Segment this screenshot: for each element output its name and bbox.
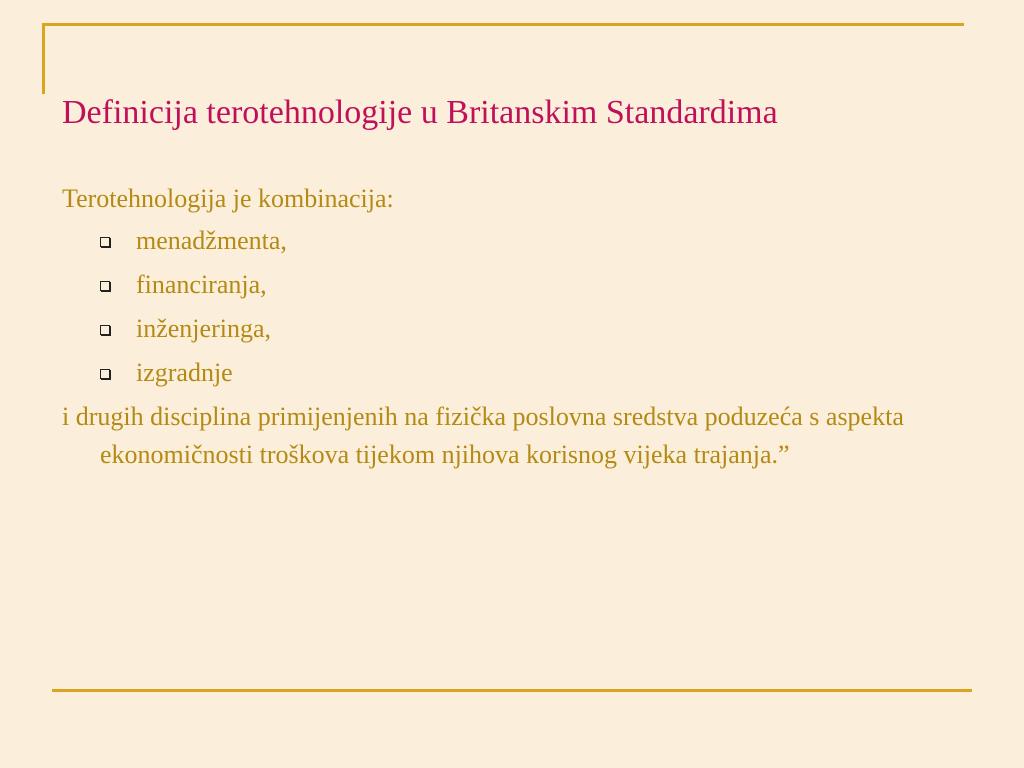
slide-body <box>62 180 962 474</box>
frame-bottom-line <box>52 689 972 692</box>
bullet-item <box>62 222 962 260</box>
slide-title: Definicija terotehnologije u Britanskim Standardima <box>62 94 778 131</box>
bullet-label: menadžmenta, <box>136 226 287 255</box>
bullet-item <box>62 266 962 304</box>
bullet-label: izgradnje <box>136 358 233 387</box>
hollow-square-bullet-icon <box>100 281 110 291</box>
bullet-label: inženjeringa, <box>136 314 271 343</box>
hollow-square-bullet-icon <box>100 237 110 247</box>
bullet-item <box>62 310 962 348</box>
bullet-list <box>62 222 962 392</box>
bullet-item <box>62 354 962 392</box>
hollow-square-bullet-icon <box>100 325 110 335</box>
bullet-label: financiranja, <box>136 270 267 299</box>
hollow-square-bullet-icon <box>100 369 110 379</box>
frame-top-line <box>42 23 964 26</box>
closing-paragraph: i drugih disciplina primijenjenih na fizička poslovna sredstva poduzeća s aspekta ekonomičnosti troškova tijekom njihova korisnog vijeka trajanja.” <box>62 402 904 469</box>
frame-left-line <box>42 23 45 94</box>
intro-text: Terotehnologija je kombinacija: <box>62 184 394 213</box>
